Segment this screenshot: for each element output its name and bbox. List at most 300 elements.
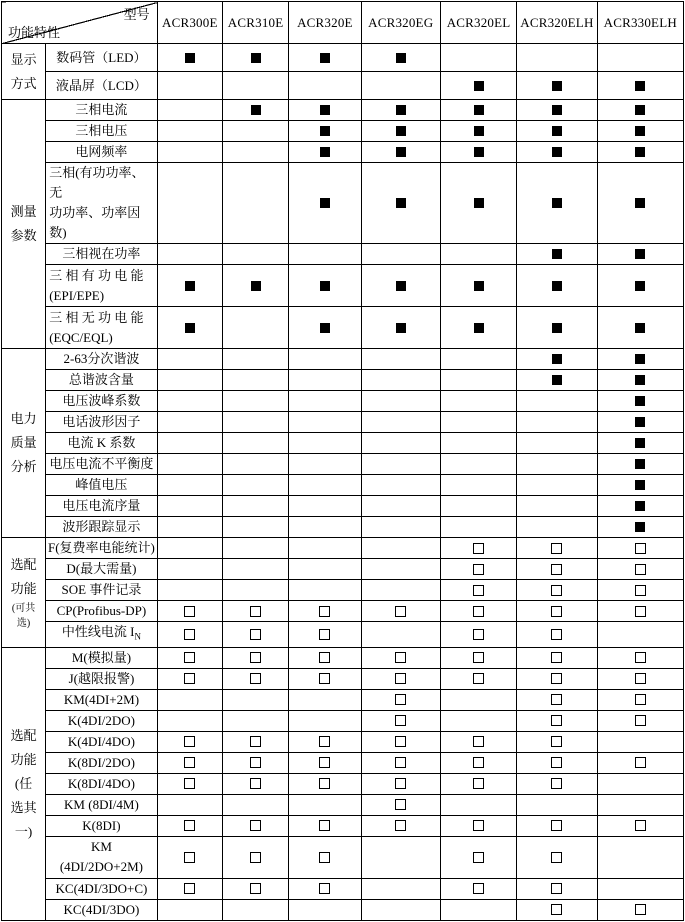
support-cell: [440, 647, 516, 668]
support-cell: [361, 601, 440, 622]
support-cell: [517, 163, 597, 244]
table-row: [2, 899, 684, 920]
hollow-square-icon: [473, 585, 484, 596]
support-cell: [517, 433, 597, 454]
support-cell: [361, 538, 440, 559]
support-cell: [361, 496, 440, 517]
support-cell: [222, 899, 288, 920]
support-cell: [289, 72, 361, 100]
feature-label-line: [46, 580, 156, 600]
filled-square-icon: [635, 249, 645, 259]
support-cell: [222, 647, 288, 668]
support-cell: [361, 433, 440, 454]
hollow-square-icon: [551, 778, 562, 789]
support-cell: [361, 899, 440, 920]
feature-label-line: [46, 76, 156, 96]
support-cell: [517, 773, 597, 794]
support-cell: [289, 121, 361, 142]
support-cell: [289, 559, 361, 580]
support-cell: [157, 142, 222, 163]
support-cell: [597, 163, 683, 244]
support-cell: [440, 622, 516, 648]
feature-label-text: KC(4DI/3DO+C): [55, 880, 148, 896]
support-cell: [361, 647, 440, 668]
filled-square-icon: [320, 147, 330, 157]
support-cell: [289, 622, 361, 648]
hollow-square-icon: [473, 629, 484, 640]
support-cell: [597, 100, 683, 121]
hollow-square-icon: [635, 694, 646, 705]
feature-label-text: 液晶屏（LCD）: [55, 77, 147, 93]
table-row: [2, 100, 684, 121]
table-row: [2, 773, 684, 794]
group-label-cell: [2, 100, 46, 349]
support-cell: [440, 668, 516, 689]
hollow-square-icon: [395, 715, 406, 726]
support-cell: [222, 752, 288, 773]
feature-label-line: [46, 391, 156, 411]
hollow-square-icon: [250, 673, 261, 684]
filled-square-icon: [474, 281, 484, 291]
support-cell: [597, 878, 683, 899]
support-cell: [440, 370, 516, 391]
hollow-square-icon: [551, 673, 562, 684]
support-cell: [597, 731, 683, 752]
feature-label-cell: [46, 307, 157, 349]
group-label-cell: [2, 538, 46, 648]
support-cell: [157, 647, 222, 668]
feature-label-text: KM (8DI/4M): [64, 796, 139, 812]
support-cell: [222, 622, 288, 648]
support-cell: [289, 370, 361, 391]
support-cell: [157, 349, 222, 370]
feature-label-text: 峰值电压: [75, 477, 128, 492]
support-cell: [440, 121, 516, 142]
support-cell: [517, 244, 597, 265]
feature-label-line: [46, 648, 156, 668]
filled-square-icon: [396, 281, 406, 291]
feature-label-line: [46, 837, 156, 857]
hollow-square-icon: [473, 736, 484, 747]
feature-label-text: K(8DI/2DO): [67, 754, 135, 770]
support-cell: [157, 731, 222, 752]
support-cell: [517, 731, 597, 752]
feature-label-cell: [46, 601, 157, 622]
support-cell: [157, 710, 222, 731]
support-cell: [597, 559, 683, 580]
feature-label-text: (4DI/2DO+2M): [59, 859, 143, 875]
support-cell: [222, 349, 288, 370]
feature-label-cell: [46, 454, 157, 475]
support-cell: [289, 731, 361, 752]
support-cell: [222, 307, 288, 349]
support-cell: [440, 412, 516, 433]
feature-label-line: [49, 266, 156, 286]
feature-label-text: KM: [90, 839, 112, 855]
filled-square-icon: [320, 53, 330, 63]
support-cell: [222, 878, 288, 899]
support-cell: [440, 454, 516, 475]
corner-header-cell: [2, 2, 158, 44]
group-label-line: 质量: [10, 435, 37, 450]
filled-square-icon: [552, 323, 562, 333]
filled-square-icon: [635, 147, 645, 157]
filled-square-icon: [635, 522, 645, 532]
filled-square-icon: [552, 249, 562, 259]
support-cell: [157, 899, 222, 920]
feature-label-line: [46, 48, 156, 68]
support-cell: [289, 412, 361, 433]
hollow-square-icon: [395, 778, 406, 789]
hollow-square-icon: [635, 904, 646, 915]
feature-label-text: KM(4DI+2M): [63, 691, 140, 707]
feature-label-text: F(复费率电能统计): [47, 540, 155, 555]
table-row: [2, 44, 684, 72]
filled-square-icon: [396, 198, 406, 208]
hollow-square-icon: [184, 757, 195, 768]
group-label-line: 方式: [10, 75, 37, 91]
support-cell: [440, 580, 516, 601]
support-cell: [222, 391, 288, 412]
hollow-square-icon: [635, 543, 646, 554]
support-cell: [361, 265, 440, 307]
support-cell: [517, 668, 597, 689]
filled-square-icon: [474, 81, 484, 91]
table-row: [2, 668, 684, 689]
support-cell: [597, 689, 683, 710]
support-cell: [517, 454, 597, 475]
support-cell: [597, 121, 683, 142]
support-cell: [157, 836, 222, 878]
table-row: [2, 710, 684, 731]
table-row: [2, 752, 684, 773]
group-label-line: 电力: [10, 411, 37, 426]
filled-square-icon: [635, 480, 645, 490]
support-cell: [289, 496, 361, 517]
filled-square-icon: [396, 147, 406, 157]
hollow-square-icon: [395, 694, 406, 705]
hollow-square-icon: [635, 606, 646, 617]
feature-label-line: [49, 286, 156, 306]
group-label-cell: [2, 647, 46, 920]
support-cell: [289, 44, 361, 72]
corner-label-feature: 功能特性: [8, 25, 61, 40]
filled-square-icon: [552, 81, 562, 91]
support-cell: [517, 142, 597, 163]
feature-label-text: 三相电压: [75, 123, 128, 138]
support-cell: [597, 601, 683, 622]
support-cell: [222, 44, 288, 72]
hollow-square-icon: [319, 606, 330, 617]
hollow-square-icon: [473, 757, 484, 768]
support-cell: [517, 601, 597, 622]
filled-square-icon: [251, 281, 261, 291]
feature-label-text: 三相视在功率: [62, 246, 141, 261]
feature-label-line: [46, 475, 156, 495]
support-cell: [517, 100, 597, 121]
filled-square-icon: [635, 81, 645, 91]
hollow-square-icon: [395, 757, 406, 768]
filled-square-icon: [396, 323, 406, 333]
support-cell: [517, 517, 597, 538]
filled-square-icon: [635, 438, 645, 448]
support-cell: [222, 100, 288, 121]
table-row: [2, 836, 684, 878]
feature-label-line: [46, 412, 156, 432]
support-cell: [222, 412, 288, 433]
feature-label-cell: [46, 412, 157, 433]
feature-label-text: 三 相 无 功 电 能: [49, 309, 144, 325]
support-cell: [157, 100, 222, 121]
support-cell: [361, 794, 440, 815]
feature-label-line: [46, 816, 156, 836]
support-cell: [440, 142, 516, 163]
support-cell: [361, 391, 440, 412]
support-cell: [517, 836, 597, 878]
support-cell: [597, 391, 683, 412]
support-cell: [597, 142, 683, 163]
filled-square-icon: [474, 126, 484, 136]
hollow-square-icon: [395, 606, 406, 617]
hollow-square-icon: [551, 904, 562, 915]
support-cell: [289, 836, 361, 878]
hollow-square-icon: [184, 852, 195, 863]
support-cell: [361, 307, 440, 349]
model-column-header: ACR320E: [289, 2, 361, 44]
group-label-line: 一): [14, 823, 33, 839]
support-cell: [157, 44, 222, 72]
group-label-cell: [2, 349, 46, 538]
support-cell: [361, 349, 440, 370]
support-cell: [222, 710, 288, 731]
hollow-square-icon: [473, 543, 484, 554]
feature-label-cell: [46, 265, 157, 307]
support-cell: [440, 496, 516, 517]
filled-square-icon: [635, 281, 645, 291]
support-cell: [597, 44, 683, 72]
support-cell: [361, 731, 440, 752]
support-cell: [517, 44, 597, 72]
support-cell: [289, 307, 361, 349]
support-cell: [517, 307, 597, 349]
support-cell: [157, 815, 222, 836]
support-cell: [361, 454, 440, 475]
support-cell: [597, 412, 683, 433]
feature-label-text: 数码管（LED）: [56, 49, 147, 65]
support-cell: [440, 731, 516, 752]
feature-label-cell: [46, 44, 157, 72]
hollow-square-icon: [473, 652, 484, 663]
feature-label-line: [46, 454, 156, 474]
support-cell: [289, 517, 361, 538]
table-row: [2, 647, 684, 668]
model-column-header: ACR320ELH: [517, 2, 597, 44]
hollow-square-icon: [395, 799, 406, 810]
feature-label-cell: [46, 559, 157, 580]
support-cell: [517, 475, 597, 496]
support-cell: [517, 121, 597, 142]
feature-label-text: 电压电流序量: [62, 498, 141, 513]
table-row: [2, 731, 684, 752]
hollow-square-icon: [184, 652, 195, 663]
support-cell: [222, 836, 288, 878]
support-cell: [222, 72, 288, 100]
filled-square-icon: [635, 417, 645, 427]
feature-label-cell: [46, 794, 157, 815]
feature-label-cell: [46, 370, 157, 391]
hollow-square-icon: [184, 736, 195, 747]
filled-square-icon: [185, 281, 195, 291]
hollow-square-icon: [184, 673, 195, 684]
feature-label-line: [46, 100, 156, 120]
feature-label-cell: [46, 668, 157, 689]
feature-label-cell: [46, 689, 157, 710]
support-cell: [222, 370, 288, 391]
hollow-square-icon: [551, 629, 562, 640]
feature-label-line: [46, 370, 156, 390]
group-label-line-small: 选): [16, 618, 31, 630]
support-cell: [597, 454, 683, 475]
support-cell: [440, 899, 516, 920]
table-row: [2, 517, 684, 538]
feature-label-line: [46, 711, 156, 731]
filled-square-icon: [635, 501, 645, 511]
support-cell: [289, 265, 361, 307]
feature-label-cell: [46, 244, 157, 265]
feature-label-text: (EQC/EQL): [49, 329, 113, 345]
filled-square-icon: [635, 375, 645, 385]
support-cell: [289, 580, 361, 601]
hollow-square-icon: [250, 778, 261, 789]
hollow-square-icon: [250, 606, 261, 617]
support-cell: [440, 752, 516, 773]
support-cell: [157, 622, 222, 648]
feature-label-line: [46, 879, 156, 899]
support-cell: [440, 773, 516, 794]
support-cell: [517, 370, 597, 391]
hollow-square-icon: [635, 715, 646, 726]
hollow-square-icon: [395, 736, 406, 747]
support-cell: [361, 710, 440, 731]
feature-label-line: [49, 203, 156, 243]
feature-label-text: 中性线电流 I: [61, 624, 135, 639]
support-cell: [222, 454, 288, 475]
table-row: [2, 559, 684, 580]
support-cell: [361, 689, 440, 710]
table-row: [2, 433, 684, 454]
model-column-header: ACR310E: [222, 2, 288, 44]
feature-label-text: 功功率、功率因数): [49, 205, 141, 240]
hollow-square-icon: [473, 606, 484, 617]
feature-label-line: [46, 559, 156, 579]
hollow-square-icon: [250, 852, 261, 863]
hollow-square-icon: [551, 585, 562, 596]
filled-square-icon: [320, 126, 330, 136]
table-row: [2, 538, 684, 559]
feature-label-text: 电话波形因子: [62, 414, 141, 429]
hollow-square-icon: [319, 629, 330, 640]
feature-label-cell: [46, 752, 157, 773]
support-cell: [157, 475, 222, 496]
support-cell: [222, 496, 288, 517]
support-cell: [157, 538, 222, 559]
group-label-line: (任: [14, 775, 33, 791]
support-cell: [222, 244, 288, 265]
feature-label-text: 电压电流不平衡度: [49, 456, 154, 471]
feature-label-text: KC(4DI/3DO): [63, 901, 140, 917]
table-row: [2, 475, 684, 496]
support-cell: [517, 689, 597, 710]
hollow-square-icon: [250, 652, 261, 663]
hollow-square-icon: [551, 852, 562, 863]
feature-label-line: [46, 669, 156, 689]
support-cell: [289, 668, 361, 689]
support-cell: [517, 794, 597, 815]
support-cell: [440, 349, 516, 370]
support-cell: [517, 752, 597, 773]
support-cell: [517, 559, 597, 580]
support-cell: [361, 163, 440, 244]
hollow-square-icon: [184, 883, 195, 894]
support-cell: [440, 475, 516, 496]
filled-square-icon: [552, 126, 562, 136]
hollow-square-icon: [319, 778, 330, 789]
model-column-header: ACR320EG: [361, 2, 440, 44]
feature-label-line: [46, 517, 156, 537]
support-cell: [222, 538, 288, 559]
hollow-square-icon: [551, 564, 562, 575]
support-cell: [597, 794, 683, 815]
feature-label-cell: [46, 580, 157, 601]
filled-square-icon: [552, 198, 562, 208]
feature-label-cell: [46, 836, 157, 878]
support-cell: [597, 773, 683, 794]
support-cell: [517, 265, 597, 307]
support-cell: [222, 794, 288, 815]
support-cell: [289, 878, 361, 899]
support-cell: [361, 836, 440, 878]
hollow-square-icon: [551, 715, 562, 726]
support-cell: [222, 475, 288, 496]
table-row: [2, 412, 684, 433]
support-cell: [289, 710, 361, 731]
support-cell: [289, 899, 361, 920]
feature-label-cell: [46, 349, 157, 370]
support-cell: [440, 689, 516, 710]
feature-label-cell: [46, 142, 157, 163]
hollow-square-icon: [319, 852, 330, 863]
hollow-square-icon: [473, 564, 484, 575]
support-cell: [597, 265, 683, 307]
filled-square-icon: [185, 53, 195, 63]
feature-label-text: 电网频率: [75, 144, 128, 159]
support-cell: [597, 580, 683, 601]
support-cell: [440, 815, 516, 836]
support-cell: [222, 517, 288, 538]
support-cell: [289, 752, 361, 773]
hollow-square-icon: [250, 883, 261, 894]
feature-label-line: [46, 433, 156, 453]
table-row: [2, 142, 684, 163]
feature-label-text: CP(Profibus-DP): [56, 603, 147, 618]
group-label-line: 分析: [10, 459, 37, 474]
feature-label-cell: [46, 878, 157, 899]
feature-label-cell: [46, 475, 157, 496]
feature-label-line: [46, 349, 156, 369]
support-cell: [440, 307, 516, 349]
feature-label-cell: [46, 72, 157, 100]
hollow-square-icon: [319, 757, 330, 768]
